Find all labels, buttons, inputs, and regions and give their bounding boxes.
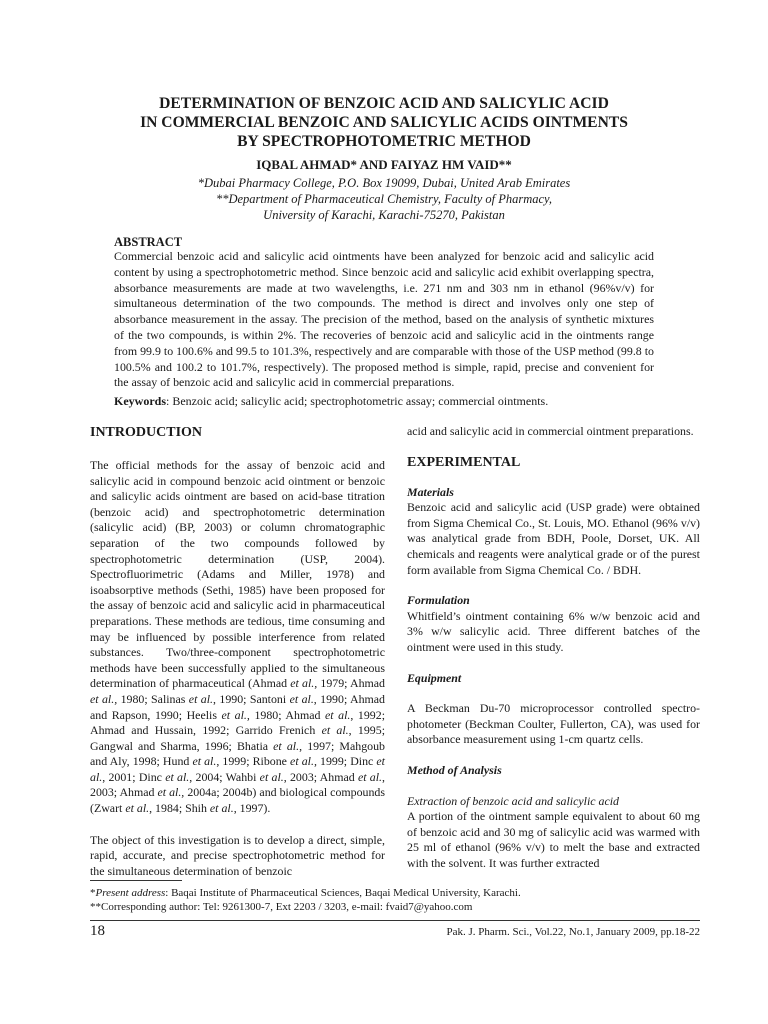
text-run: , 2004; Wahbi [189,769,260,784]
etal: et al. [289,691,314,706]
text-run: 2004a; 2004b) and biological compounds (Zwart [90,785,385,816]
etal: et al., [290,676,318,691]
text-run: , 2001; Dinc [102,769,166,784]
text-run: , 1984; Shih [149,801,210,816]
experimental-heading: EXPERIMENTAL [407,454,521,470]
text-run: , 1990; Ahmad and Rapson, 1990; Heelis [90,691,385,722]
affiliation-line: *Dubai Pharmacy College, P.O. Box 19099, Dubai, United Arab Emirates [197,176,571,190]
method-heading: Method of Analysis [407,762,502,777]
footnote-present-address: *Present address: Baqai Institute of Pharmaceutical Sciences, Baqai Medical University, Karachi. [90,887,521,899]
text-run: , 1997; Mahgoub and Aly, 1998; Hund [90,738,385,769]
affiliations [0,175,768,223]
affiliation-line: University of Karachi, Karachi-75270, Pakistan [263,208,505,222]
abstract-heading: ABSTRACT [114,235,183,249]
affiliation-line: **Department of Pharmaceutical Chemistry, Faculty of Pharmacy, [215,192,553,206]
text-run: , 1995; Gangwal and Sharma, 1996; Bhatia [90,723,385,753]
author-names: IQBAL AHMAD* AND FAIYAZ HM VAID** [256,157,512,172]
etal: et al. [325,707,351,722]
etal: et al. [192,754,217,769]
etal: et al., [157,785,185,800]
abstract-text: Commercial benzoic acid and salicylic acid ointments have been analyzed for benzoic acid and salicylic acid content by using a spectrophotometric method. Since benzoic acid and salicylic acid exhibit overlapping spectra, absorbance measurements are made at two wavelengths, i.e. 271 nm and 303 nm in ethanol (96%v/v) for simultaneous determination of the two compounds. The method is direct and involves only one step of absorbance measurement in the assay. The precision of the method, based on the analysis of synthetic mixtures of the two compounds, is within 2%. The recoveries of benzoic acid and salicylic acid in the ointments range from 99.9 to 100.6% and 99.5 to 101.3%, respectively and are comparable with those of the USP method (99.8 to 100.5% and 100.2 to 101.7%, respectively). The proposed method is simple, rapid, precise and convenient for the assay of benzoic acid and salicylic acid in commercial preparations. [114,249,654,390]
text-run: The official methods for the assay of benzoic acid and salicylic acid in compound benzoic acid ointment or benzoic and salicylic acids ointment are based on acid-base titration (benzoic acid) and spectrophotometric determination (salicylic acid) (BP, 2003) or column chromatographic separation of the two compounds followed by spectrophotometric determination (USP, 2004). Spectrofluorimetric (Adams and Miller, 1978) and isoabsorptive methods (Sethi, 1985) have been proposed for the assay of benzoic acid and salicylic acid in pharmaceutical preparations. These methods are tedious, time consuming and may be influenced by possible interference from related substances. Two/three-component spectrophotometric methods have been successfully applied to the simultaneous determination of pharmaceutical (Ahmad [90,458,385,691]
title-line-1: DETERMINATION OF BENZOIC ACID AND SALICYLIC ACID [159,95,609,112]
text-run: , 1990; Santoni [213,691,290,706]
formulation-text: Whitfield’s ointment containing 6% w/w benzoic acid and 3% w/w salicylic acid. Three different batches of the ointment were used in this study. [407,608,700,654]
etal: et al. [165,769,190,784]
equipment-text: A Beckman Du-70 microprocessor controlled spectro-photometer (Beckman Coulter, Fullerton, CA), was used for absorbance measurement using 1-cm quartz cells. [407,701,700,747]
introduction-heading: INTRODUCTION [90,425,203,440]
text-run: , 1992; Ahmad and Hussain, 1992; Garrido Frenich [90,707,385,738]
footnote-divider [90,880,182,881]
etal: et al. [188,691,213,706]
etal: et al. [321,723,349,738]
left-column [90,424,385,879]
text-run: 1999; Dinc [316,754,377,769]
extraction-heading: Extraction of benzoic acid and salicylic acid [407,793,619,808]
etal: et al., [90,691,118,706]
keywords [114,394,674,409]
etal: et al. [273,738,300,753]
introduction-paragraph [90,458,385,817]
footer-divider [90,920,700,921]
text-run: , 2003; Ahmad [90,769,386,800]
footnote-corresponding-author: **Corresponding author: Tel: 9261300-7, Ext 2203 / 3203, e-mail: fvaid7@yahoo.com [90,901,473,913]
keywords-label: Keywords [114,394,166,408]
etal: et al. [209,801,234,816]
footnotes [90,886,700,914]
etal: et al. [90,754,385,784]
paper-title [0,94,768,151]
equipment-heading: Equipment [407,670,462,685]
etal: et al. [357,769,383,784]
text-run: , 2003; Ahmad [283,769,358,784]
extraction-text: A portion of the ointment sample equivalent to about 60 mg of benzoic acid and 30 mg of salicylic acid was warmed with 25 ml of ethanol (96% v/v) to melt the base and extracted with the solvent. It was further extracted [407,809,700,870]
etal: et al. [259,769,284,784]
title-line-3: BY SPECTROPHOTOMETRIC METHOD [237,133,531,150]
materials-text: Benzoic acid and salicylic acid (USP grade) were obtained from Sigma Chemical Co., St. Louis, MO. Ethanol (96% v/v) was analytical grade from BDH, Poole, Dorset, UK. All chemicals and reagents were analytical grade or of the purest form available from Sigma Chemical Co. / BDH. [407,500,700,577]
right-column [407,424,700,871]
text-run: , 1997). [233,801,271,816]
text-run: , 1999; Ribone [216,754,291,769]
text-run: 1979; Ahmad [317,676,386,691]
text-run: 1980; Salinas [117,691,189,706]
introduction-continuation: acid and salicylic acid in commercial ointment preparations. [407,424,694,438]
footnote-text: : Baqai Institute of Pharmaceutical Sciences, Baqai Medical University, Karachi. [165,887,521,899]
text-run: 1980; Ahmad [249,707,325,722]
journal-citation: Pak. J. Pharm. Sci., Vol.22, No.1, January 2009, pp.18-22 [446,926,700,938]
materials-heading: Materials [407,484,454,499]
objective-paragraph: The object of this investigation is to develop a direct, simple, rapid, accurate, and precise spectrophotometric method for the simultaneous determination of benzoic [90,832,385,878]
etal: et al., [221,707,250,722]
page-number: 18 [90,923,105,939]
etal: et al. [125,801,150,816]
footnote-label: Present address [95,887,166,899]
etal: et al., [290,754,317,769]
formulation-heading: Formulation [407,593,470,608]
title-line-2: IN COMMERCIAL BENZOIC AND SALICYLIC ACIDS OINTMENTS [140,114,628,131]
keywords-text: : Benzoic acid; salicylic acid; spectrophotometric assay; commercial ointments. [166,394,549,408]
